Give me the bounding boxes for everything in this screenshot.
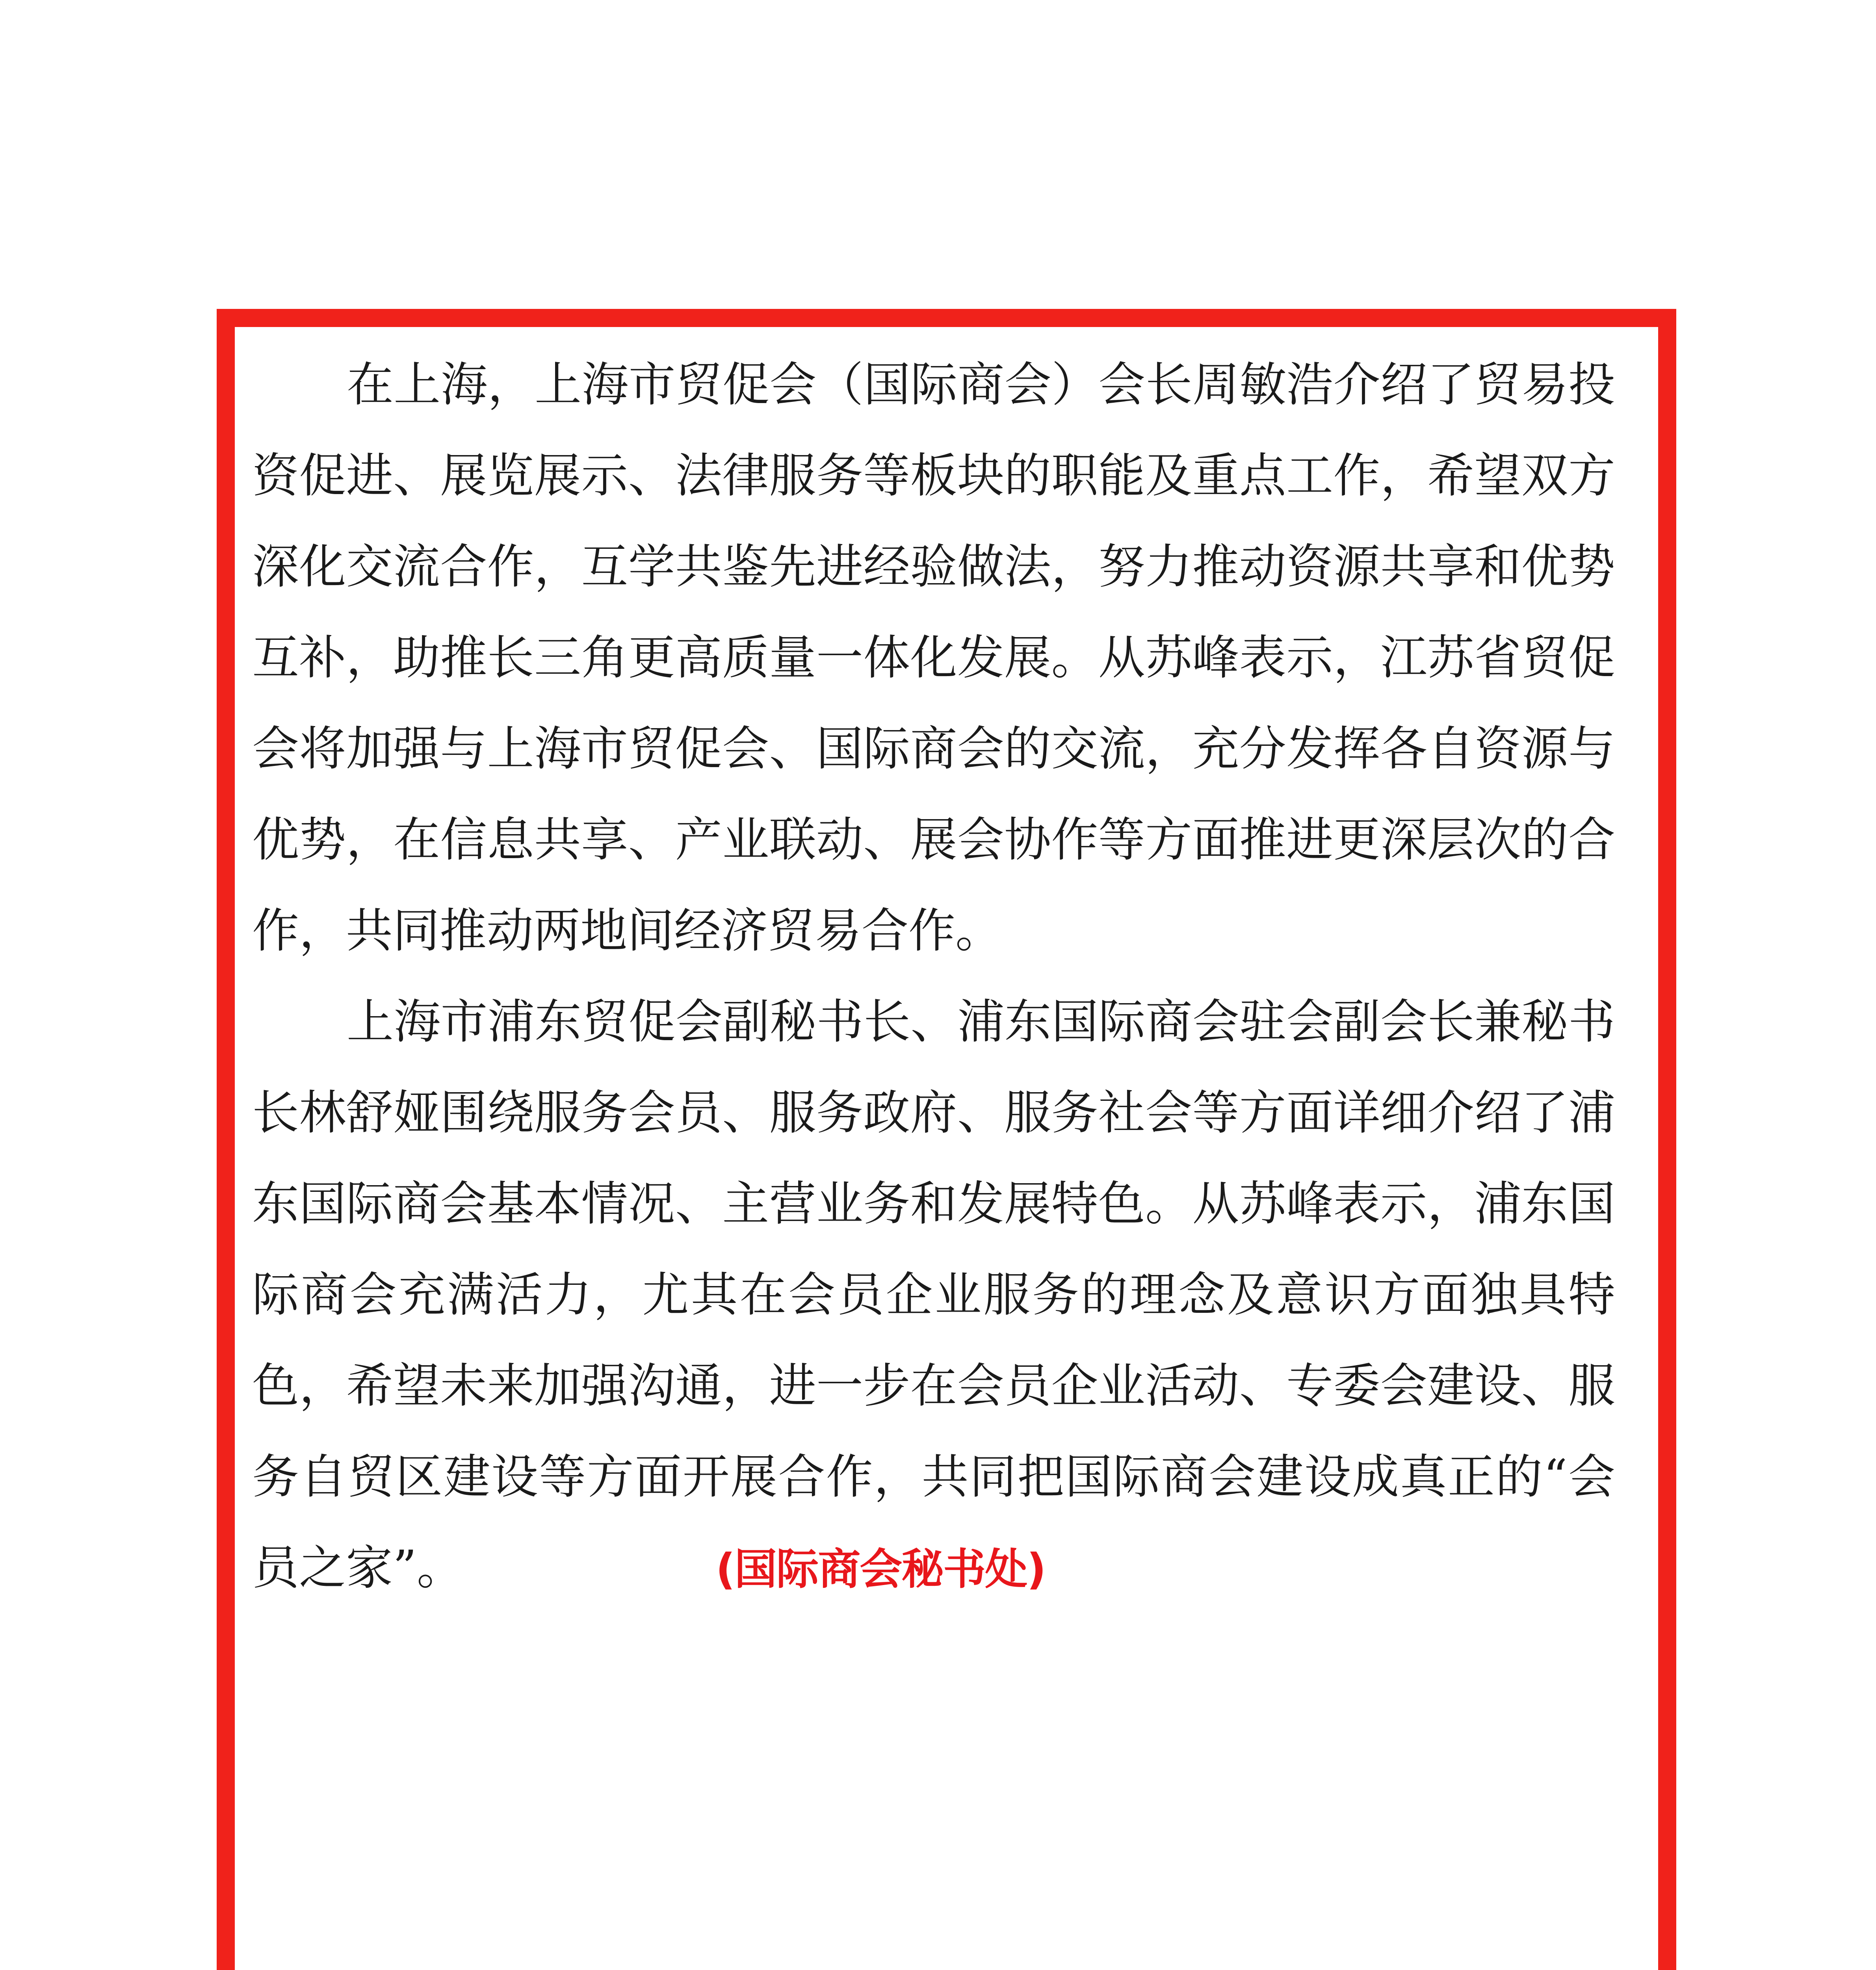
paragraph-shanghai-ccpit: 在上海，上海市贸促会（国际商会）会长周敏浩介绍了贸易投资促进、展览展示、法律服务等板块的职能及重点工作，希望双方深化交流合作，互学共鉴先进经验做法，努力推动资源共享和优势互补，助推长三角更高质量一体化发展。从苏峰表示，江苏省贸促会将加强与上海市贸促会、国际商会的交流，充分发挥各自资源与优势，在信息共享、产业联动、展会协作等方面推进更深层次的合作，共同推动两地间经济贸易合作。 bbox=[252, 358, 1615, 958]
article-body bbox=[252, 340, 1615, 1615]
paragraph-pudong-text: 上海市浦东贸促会副秘书长、浦东国际商会驻会副会长兼秘书长林舒娅围绕服务会员、服务政府、服务社会等方面详细介绍了浦东国际商会基本情况、主营业务和发展特色。从苏峰表示，浦东国际商会充满活力，尤其在会员企业服务的理念及意识方面独具特色，希望未来加强沟通，进一步在会员企业活动、专委会建设、服务自贸区建设等方面开展合作，共同把国际商会建设成真正的“会员之家”。 bbox=[252, 995, 1615, 1595]
paragraph-pudong-chamber bbox=[252, 977, 1615, 1615]
source-attribution: (国际商会秘书处) bbox=[715, 1545, 1046, 1594]
